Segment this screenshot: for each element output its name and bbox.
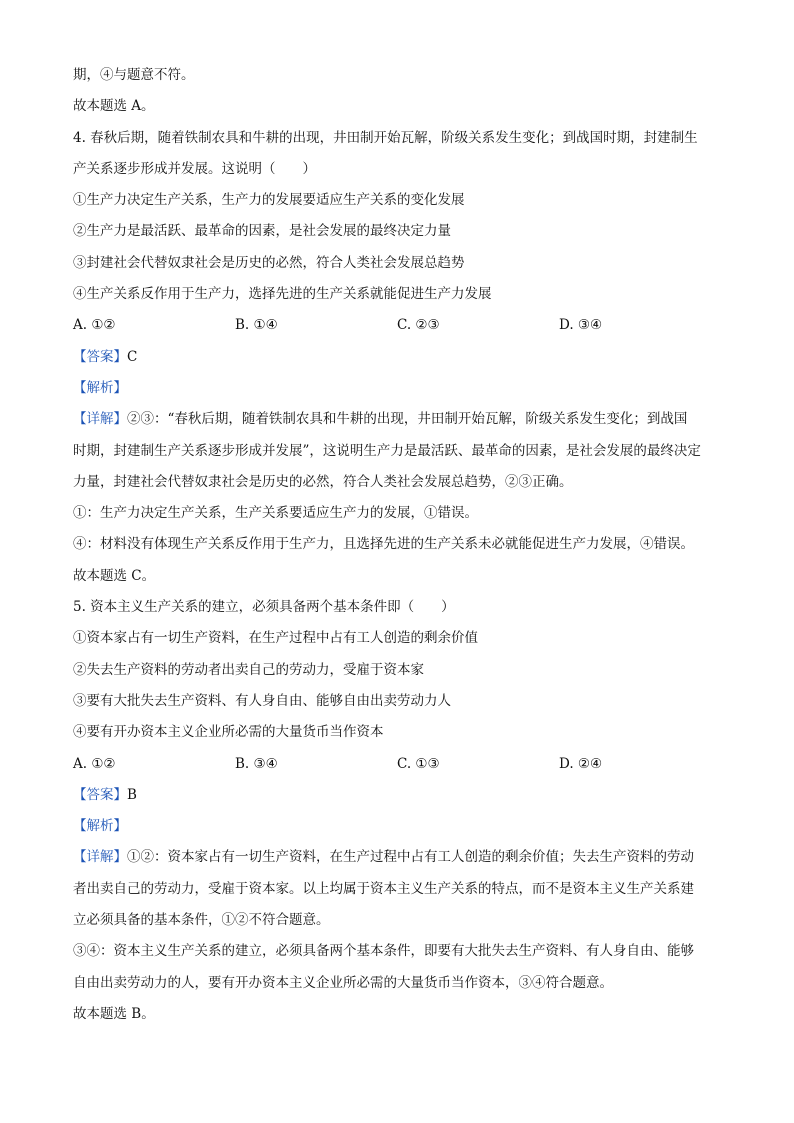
q5-detail-line-5: 自由出卖劳动力的人，要有开办资本主义企业所必需的大量货币当作资本，③④符合题意。 xyxy=(73,974,613,991)
q5-statement-1: ①资本家占有一切生产资料，在生产过程中占有工人创造的剩余价值 xyxy=(73,630,478,647)
q5-answer-value: B xyxy=(127,786,137,803)
q4-answer xyxy=(73,342,733,373)
q5-detail-line-1 xyxy=(73,842,733,873)
q5-analysis xyxy=(73,811,733,842)
q4-analysis-tag: 【解析】 xyxy=(73,379,127,396)
q4-detail-text-1: ②③：“春秋后期，随着铁制农具和牛耕的出现，井田制开始瓦解，阶级关系发生变化；到战国 xyxy=(127,411,688,428)
q4-statement-3: ③封建社会代替奴隶社会是历史的必然，符合人类社会发展总趋势 xyxy=(73,254,465,271)
q4-option-a: A. ①② xyxy=(73,317,116,334)
q5-detail-text-1: ①②：资本家占有一切生产资料，在生产过程中占有工人创造的剩余价值；失去生产资料的劳动 xyxy=(127,849,694,866)
q4-options xyxy=(73,310,733,341)
q4-statement-4: ④生产关系反作用于生产力，选择先进的生产关系就能促进生产力发展 xyxy=(73,286,492,303)
q5-analysis-tag: 【解析】 xyxy=(73,818,127,835)
q5-options xyxy=(73,749,733,780)
q4-detail-line-4: ①：生产力决定生产关系，生产关系要适应生产力的发展，①错误。 xyxy=(73,505,478,522)
q5-stem: 5. 资本主义生产关系的建立，必须具备两个基本条件即（ ） xyxy=(73,599,455,616)
q4-detail-line-5: ④：材料没有体现生产关系反作用于生产力，且选择先进的生产关系未必就能促进生产力发展，④错误。 xyxy=(73,536,694,553)
q4-answer-value: C xyxy=(127,348,138,365)
q4-statement-1: ①生产力决定生产关系，生产力的发展要适应生产关系的变化发展 xyxy=(73,192,465,209)
q4-option-c: C. ②③ xyxy=(397,317,440,334)
q5-option-a: A. ①② xyxy=(73,755,116,772)
q5-answer-tag: 【答案】 xyxy=(73,786,127,803)
q5-option-d: D. ②④ xyxy=(559,755,603,772)
q5-detail-tag: 【详解】 xyxy=(73,849,127,866)
q5-answer xyxy=(73,780,733,811)
q4-analysis xyxy=(73,373,733,404)
q4-detail-line-2: 时期，封建制生产关系逐步形成并发展”，这说明生产力是最活跃、最革命的因素，是社会发展的最终决定 xyxy=(73,442,701,459)
q5-statement-4: ④要有开办资本主义企业所必需的大量货币当作资本 xyxy=(73,724,384,741)
prev-conclusion: 故本题选 A。 xyxy=(73,98,155,115)
q5-statement-2: ②失去生产资料的劳动者出卖自己的劳动力，受雇于资本家 xyxy=(73,661,424,678)
q4-statement-2: ②生产力是最活跃、最革命的因素，是社会发展的最终决定力量 xyxy=(73,223,451,240)
q4-detail-line-3: 力量，封建社会代替奴隶社会是历史的必然，符合人类社会发展总趋势，②③正确。 xyxy=(73,473,573,490)
q4-conclusion: 故本题选 C。 xyxy=(73,567,156,584)
q5-option-b: B. ③④ xyxy=(235,755,278,772)
q4-detail-line-1 xyxy=(73,404,733,435)
q5-detail-line-4: ③④：资本主义生产关系的建立，必须具备两个基本条件，即要有大批失去生产资料、有人身自由、能够 xyxy=(73,943,694,960)
q4-detail-tag: 【详解】 xyxy=(73,411,127,428)
q4-stem-line-1: 4. 春秋后期，随着铁制农具和牛耕的出现，井田制开始瓦解，阶级关系发生变化；到战国时期，封建制生 xyxy=(73,129,698,146)
q5-statement-3: ③要有大批失去生产资料、有人身自由、能够自由出卖劳动力人 xyxy=(73,692,451,709)
q4-option-d: D. ③④ xyxy=(559,317,603,334)
q5-option-c: C. ①③ xyxy=(397,755,440,772)
document-page xyxy=(73,60,733,1030)
q5-detail-line-3: 立必须具备的基本条件，①②不符合题意。 xyxy=(73,912,330,929)
q4-option-b: B. ①④ xyxy=(235,317,278,334)
q4-answer-tag: 【答案】 xyxy=(73,348,127,365)
q5-conclusion: 故本题选 B。 xyxy=(73,1005,155,1022)
prev-answer-tail: 期，④与题意不符。 xyxy=(73,67,195,83)
q5-detail-line-2: 者出卖自己的劳动力，受雇于资本家。以上均属于资本主义生产关系的特点，而不是资本主义生产关系建 xyxy=(73,880,694,897)
q4-stem-line-2: 产关系逐步形成并发展。这说明（ ） xyxy=(73,160,316,177)
